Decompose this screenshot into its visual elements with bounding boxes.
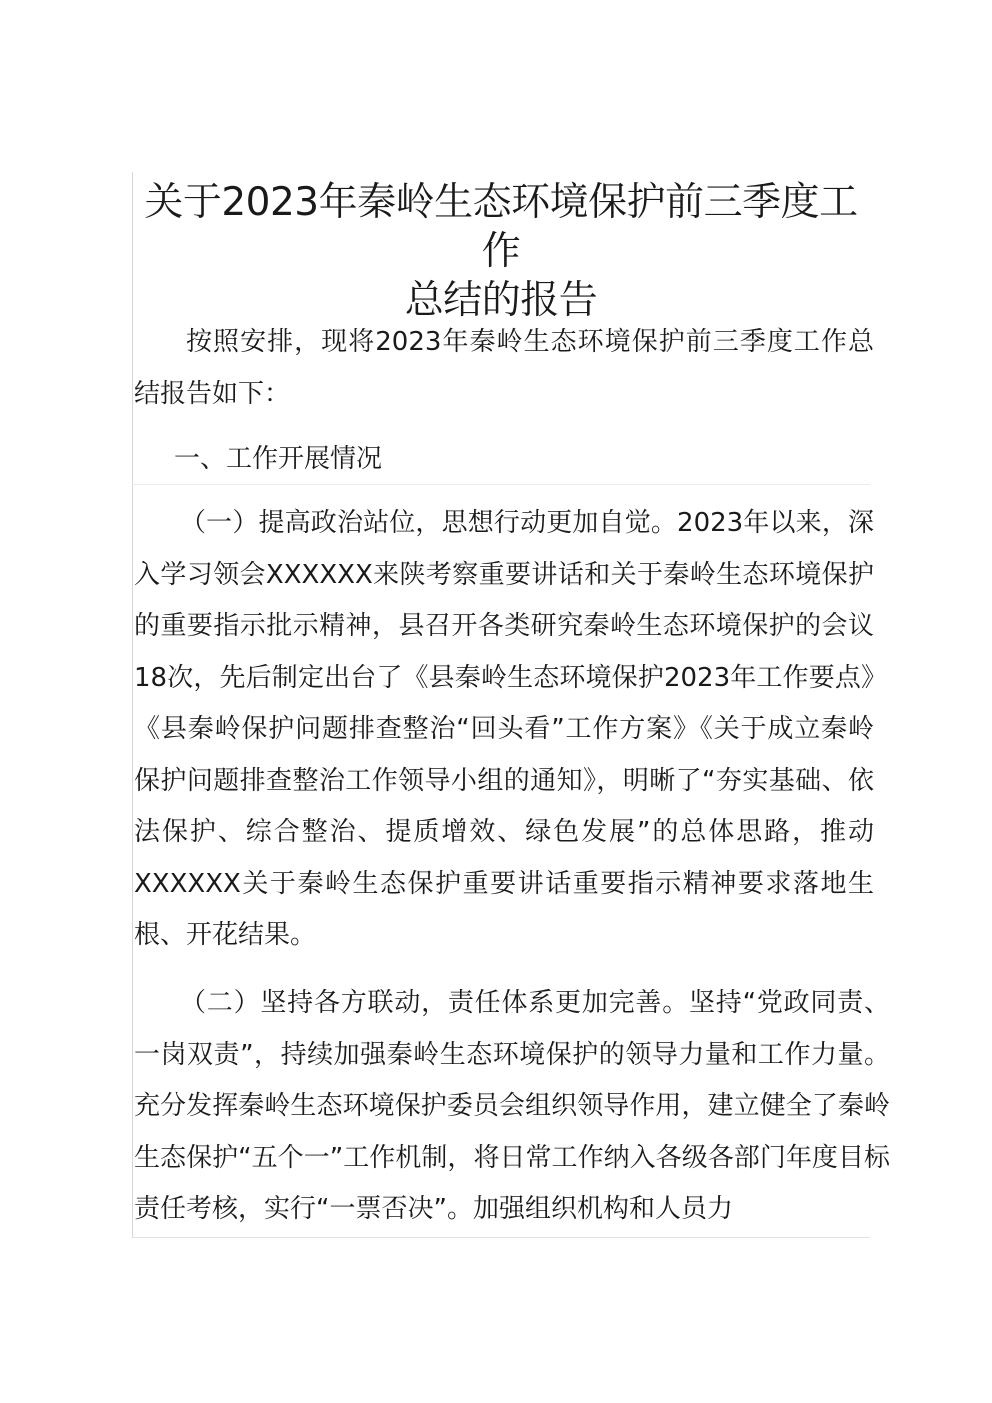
section-heading: 一、工作开展情况	[174, 444, 383, 474]
intro-paragraph: 按照安排，现将2023年秦岭生态环境保护前三季度工作总结报告如下：	[134, 327, 874, 409]
title-line-1: 关于2023年秦岭生态环境保护前三季度工作	[144, 180, 858, 274]
document-title	[132, 178, 870, 325]
title-line-2: 总结的报告	[404, 278, 598, 323]
paragraph-2: （二）坚持各方联动，责任体系更加完善。坚持“党政同责、一岗双责”，持续加强秦岭生态环境保护的领导力量和工作力量。充分发挥秦岭生态环境保护委员会组织领导作用，建立健全了秦岭生态保护“五个一”工作机制，将日常工作纳入各级各部门年度目标责任考核，实行“一票否决”。加强组织机构和人员力	[134, 988, 890, 1224]
bottom-margin-rule	[132, 1237, 870, 1238]
left-margin-rule	[132, 172, 133, 1238]
paragraph-1: （一）提高政治站位，思想行动更加自觉。2023年以来，深入学习领会XXXXXX来陕考察重要讲话和关于秦岭生态环境保护的重要指示批示精神，县召开各类研究秦岭生态环境保护的会议18次，先后制定出台了《县秦岭生态环境保护2023年工作要点》《县秦岭保护问题排查整治“回头看”工作方案》《关于成立秦岭保护问题排查整治工作领导小组的通知》，明晰了“夯实基础、依法保护、综合整治、提质增效、绿色发展”的总体思路，推动XXXXXX关于秦岭生态保护重要讲话重要指示精神要求落地生根、开花结果。	[134, 508, 874, 950]
